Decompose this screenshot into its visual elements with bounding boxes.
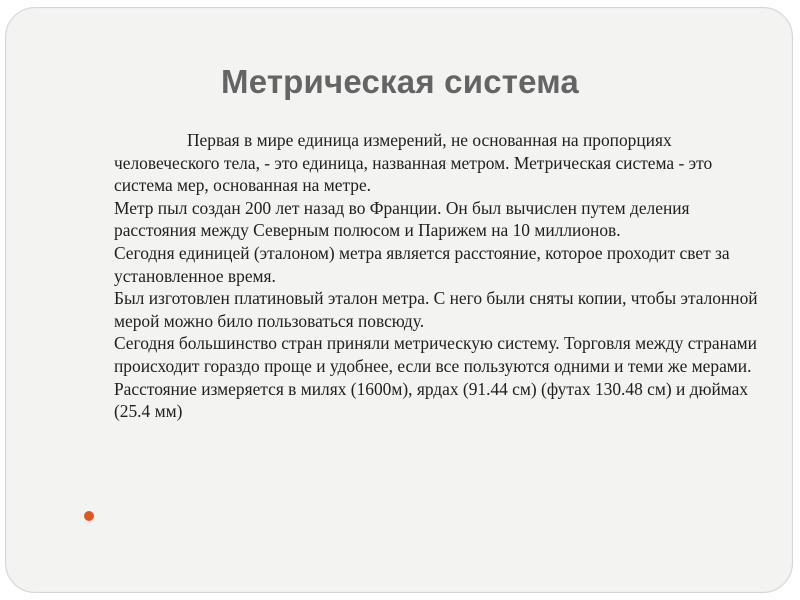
paragraph-countries-adopted: Сегодня большинство стран приняли метрическую систему. Торговля между странами происходит гораздо проще и удобнее, если все пользуются одними и теми же мерами. (114, 333, 757, 376)
slide-body (114, 129, 764, 423)
paragraph-metre-definition: Первая в мире единица измерений, не основанная на пропорциях человеческого тела, - это единица, названная метром. Метрическая система - это система мер, основанная на метре. (114, 130, 713, 196)
paragraph-imperial-units: Расстояние измеряется в милях (1600м), ярдах (91.44 см) (футах 130.48 см) и дюймах (25.4 мм) (114, 378, 749, 422)
slide-title: Метрическая система (221, 63, 579, 100)
paragraph-metre-standard-light: Сегодня единицей (эталоном) метра является расстояние, которое проходит свет за установленное время. (114, 242, 730, 286)
paragraph-platinum-standard: Был изготовлен платиновый эталон метра. С него были сняты копии, чтобы эталонной мерой можно било пользоваться повсюду. (114, 288, 758, 331)
paragraph-metre-history: Метр пыл создан 200 лет назад во Франции. Он был вычислен путем деления расстояния между Северным полюсом и Парижем на 10 миллионов. (114, 197, 690, 241)
bullet-dot-icon (84, 511, 94, 521)
